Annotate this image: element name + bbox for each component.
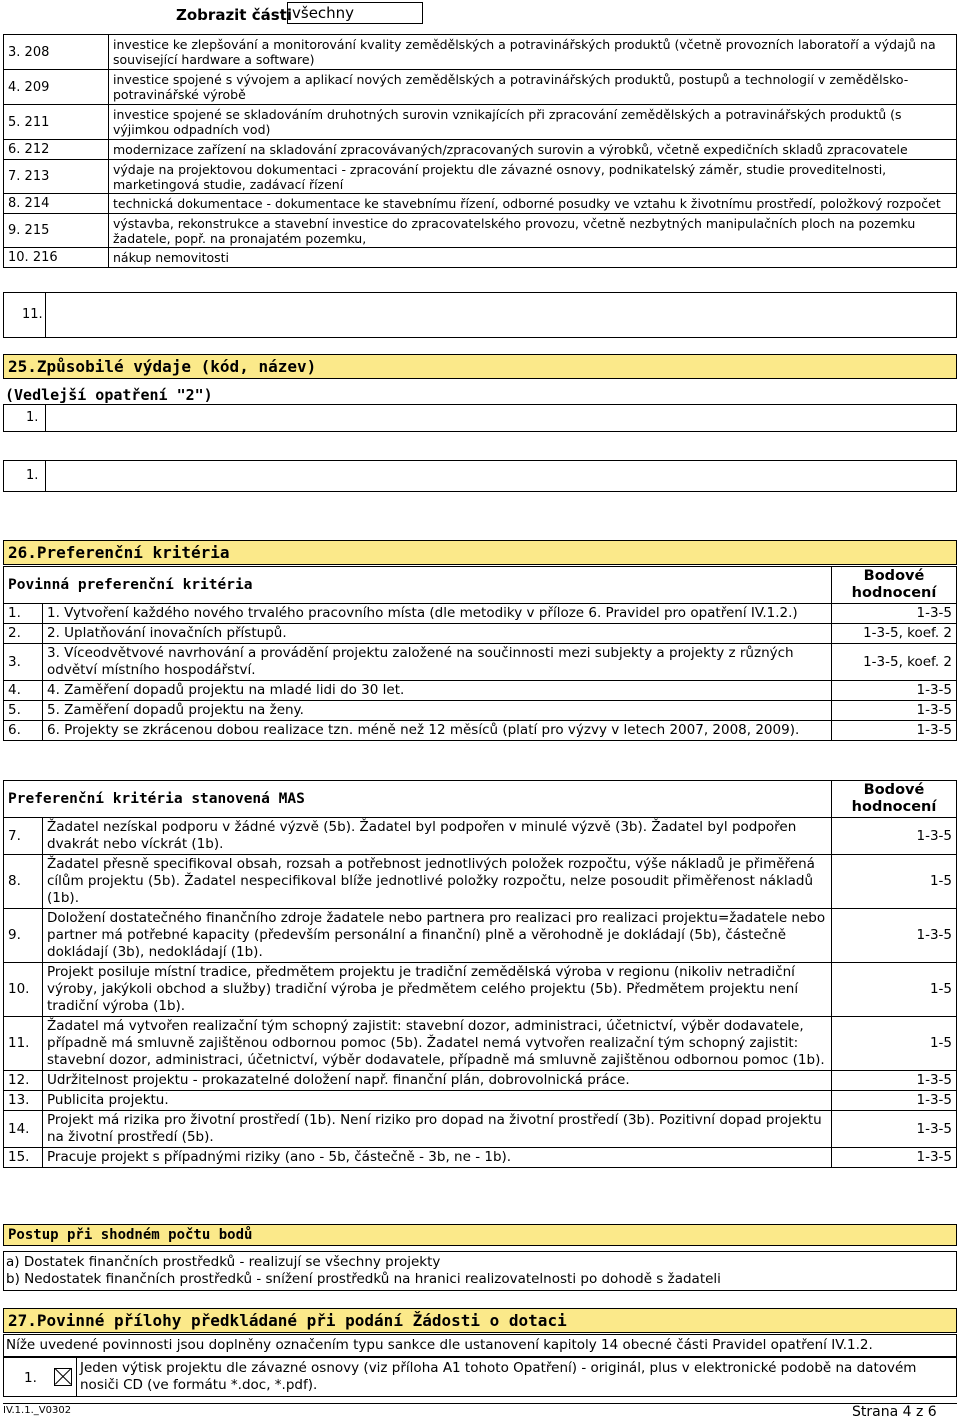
criterion-number: 6. (4, 721, 43, 741)
tie-box (3, 1251, 957, 1291)
expense-index-code: 5. 211 (4, 105, 109, 140)
attachment-row (3, 1357, 957, 1397)
attachment-checkbox-icon[interactable] (54, 1368, 72, 1386)
expense-row (4, 70, 957, 105)
criterion-score: 1-3-5 (832, 701, 957, 721)
criterion-text: Doložení dostatečného finančního zdroje žadatele nebo partnera pro realizaci pro realizaci projektu=žadatele nebo partner má potřebné kapacity (především personální a finanční) plně a věrohodně je dokládají (5b), částečně dokládají (3b), nedokládají (1b). (43, 909, 832, 963)
criterion-score: 1-3-5 (832, 721, 957, 741)
filter-select[interactable]: všechny (287, 2, 423, 24)
mas-criterion-row (4, 963, 957, 1017)
criterion-score: 1-3-5 (832, 604, 957, 624)
tie-option-b: b) Nedostatek finančních prostředků - snížení prostředků na hranici realizovatelnosti po dohodě s žadateli (6, 1271, 721, 1287)
expense-description: výstavba, rekonstrukce a stavební investice do zpracovatelského provozu, včetně nezbytných manipulačních ploch na pozemku žadatele, popř. na pronajatém pozemku, (109, 214, 957, 248)
criterion-number: 3. (4, 644, 43, 681)
footer-doc-code: IV.1.1._V0302 (3, 1405, 72, 1416)
mas-criterion-row (4, 909, 957, 963)
section-27-title: 27.Povinné přílohy předkládané při podání Žádosti o dotaci (3, 1308, 957, 1333)
expense-row (4, 214, 957, 248)
mas-criteria-table (3, 780, 957, 1168)
expense-row (4, 140, 957, 160)
eligible-expenses-table (3, 34, 957, 268)
criterion-text: Udržitelnost projektu - prokazatelné doložení např. finanční plán, dobrovolnická práce. (43, 1071, 832, 1091)
tie-title: Postup při shodném počtu bodů (3, 1224, 957, 1246)
criterion-number: 4. (4, 681, 43, 701)
criterion-text: 6. Projekty se zkrácenou dobou realizace tzn. méně než 12 měsíců (platí pro výzvy v letech 2007, 2008, 2009). (43, 721, 832, 741)
score-header: Bodové hodnocení (832, 567, 957, 604)
criterion-number: 12. (4, 1071, 43, 1091)
criterion-number: 2. (4, 624, 43, 644)
score-header: Bodové hodnocení (832, 781, 957, 818)
expense-row (4, 248, 957, 268)
criterion-score: 1-3-5, koef. 2 (832, 624, 957, 644)
section-26-title: 26.Preferenční kritéria (3, 540, 957, 565)
expense-row (4, 105, 957, 140)
expense-row (4, 160, 957, 194)
criterion-score: 1-5 (832, 855, 957, 909)
criterion-score: 1-5 (832, 963, 957, 1017)
criterion-text: Publicita projektu. (43, 1091, 832, 1111)
mas-criterion-row (4, 1071, 957, 1091)
mandatory-criterion-row (4, 681, 957, 701)
criterion-number: 9. (4, 909, 43, 963)
criterion-text: Projekt posiluje místní tradice, předmětem projektu je tradiční zemědělská výroba v regionu (nikoliv netradiční výroby, jakýkoli obchod a služby) tradiční výroba je předmětem celého projektu (5b). Předmětem projektu není tradiční výroba (1b). (43, 963, 832, 1017)
criterion-text: 2. Uplatňování inovačních přístupů. (43, 624, 832, 644)
section-25-subtitle: (Vedlejší opatření "2") (5, 386, 213, 404)
mas-criterion-row (4, 818, 957, 855)
footer-page-number: Strana 4 z 6 (852, 1404, 937, 1420)
mas-criterion-row (4, 1111, 957, 1148)
filter-label: Zobrazit části (176, 6, 292, 24)
criterion-score: 1-5 (832, 1017, 957, 1071)
expense-index-code: 3. 208 (4, 35, 109, 70)
expense-index-code: 9. 215 (4, 214, 109, 248)
criterion-score: 1-3-5, koef. 2 (832, 644, 957, 681)
s25-row-b: 1. (3, 460, 957, 492)
mandatory-criterion-row (4, 701, 957, 721)
criterion-number: 13. (4, 1091, 43, 1111)
expense-index-code: 7. 213 (4, 160, 109, 194)
tie-option-a: a) Dostatek finančních prostředků - realizují se všechny projekty (6, 1254, 441, 1270)
criterion-score: 1-3-5 (832, 818, 957, 855)
criterion-number: 1. (4, 604, 43, 624)
criterion-text: Žadatel přesně specifikoval obsah, rozsah a potřebnost jednotlivých položek rozpočtu, výše nákladů je přiměřená cílům projektu (5b). Žadatel nespecifikoval blíže jednotlivé položky rozpočtu, nelze posoudit přiměřenost nákladů (1b). (43, 855, 832, 909)
expense-index-code: 10. 216 (4, 248, 109, 268)
criterion-score: 1-3-5 (832, 909, 957, 963)
mandatory-criterion-row (4, 604, 957, 624)
mandatory-header-row (4, 567, 957, 604)
criterion-text: 5. Zaměření dopadů projektu na ženy. (43, 701, 832, 721)
s27-note: Níže uvedené povinnosti jsou doplněny označením typu sankce dle ustanovení kapitoly 14 obecné části Pravidel opatření IV.1.2. (3, 1334, 957, 1357)
s25-row-a: 1. (3, 404, 957, 432)
criterion-score: 1-3-5 (832, 1071, 957, 1091)
criterion-number: 7. (4, 818, 43, 855)
criterion-number: 15. (4, 1148, 43, 1168)
criterion-text: 1. Vytvoření každého nového trvalého pracovního místa (dle metodiky v příloze 6. Pravidel pro opatření IV.1.2.) (43, 604, 832, 624)
expense-description: investice ke zlepšování a monitorování kvality zemědělských a potravinářských produktů (včetně provozních laboratoří a výdajů na související hardware a software) (109, 35, 957, 70)
mandatory-criterion-row (4, 644, 957, 681)
expense-description: výdaje na projektovou dokumentaci - zpracování projektu dle závazné osnovy, podnikatelský záměr, studie proveditelnosti, marketingová studie, zadávací řízení (109, 160, 957, 194)
attachment-number: 1. (24, 1370, 37, 1386)
expense-row (4, 194, 957, 214)
criterion-number: 11. (4, 1017, 43, 1071)
row-11-box (3, 292, 957, 338)
criterion-score: 1-3-5 (832, 1148, 957, 1168)
expense-description: modernizace zařízení na skladování zpracovávaných/zpracovaných surovin a výrobků, včetně expedičních skladů zpracovatele (109, 140, 957, 160)
expense-row (4, 35, 957, 70)
criterion-number: 8. (4, 855, 43, 909)
section-25-title: 25.Způsobilé výdaje (kód, název) (3, 354, 957, 379)
expense-index-code: 6. 212 (4, 140, 109, 160)
criterion-score: 1-3-5 (832, 681, 957, 701)
criterion-text: Žadatel nezískal podporu v žádné výzvě (5b). Žadatel byl podpořen v minulé výzvě (3b). Žadatel byl podpořen dvakrát nebo víckrát (1b). (43, 818, 832, 855)
expense-description: nákup nemovitosti (109, 248, 957, 268)
criterion-text: 3. Víceodvětvové navrhování a provádění projektu založené na součinnosti mezi subjekty a projekty z různých odvětví místního hospodářství. (43, 644, 832, 681)
criterion-score: 1-3-5 (832, 1111, 957, 1148)
expense-description: investice spojené se skladováním druhotných surovin vznikajících při zpracování zemědělských a potravinářských produktů (s výjimkou odpadních vod) (109, 105, 957, 140)
mandatory-criterion-row (4, 721, 957, 741)
expense-index-code: 4. 209 (4, 70, 109, 105)
criterion-number: 10. (4, 963, 43, 1017)
attachment-text: Jeden výtisk projektu dle závazné osnovy (viz příloha A1 tohoto Opatření) - originál, plus v elektronické podobě na datovém nosiči CD (ve formátu *.doc, *.pdf). (80, 1360, 917, 1393)
expense-description: investice spojené s vývojem a aplikací nových zemědělských a potravinářských produktů, postupů a technologií v zemědělsko-potravinářské výrobě (109, 70, 957, 105)
criterion-text: Pracuje projekt s případnými riziky (ano - 5b, částečně - 3b, ne - 1b). (43, 1148, 832, 1168)
criterion-score: 1-3-5 (832, 1091, 957, 1111)
expense-description: technická dokumentace - dokumentace ke stavebnímu řízení, odborné posudky ve vztahu k životnímu prostředí, položkový rozpočet (109, 194, 957, 214)
criterion-number: 14. (4, 1111, 43, 1148)
mandatory-title: Povinná preferenční kritéria (4, 567, 832, 604)
mas-criterion-row (4, 1017, 957, 1071)
criterion-text: Žadatel má vytvořen realizační tým schopný zajistit: stavební dozor, administraci, účetnictví, výběr dodavatele, případně má smluvně zajištěnou odbornou pomoc (5b). Žadatel nemá vytvořen realizační tým schopný zajistit: stavební dozor, administraci, účetnictví, výběr dodavatele, případně má smluvně zajištěnou odbornou pomoc (1b). (43, 1017, 832, 1071)
row-11-number: 11. (4, 293, 46, 337)
criterion-number: 5. (4, 701, 43, 721)
mas-criterion-row (4, 1148, 957, 1168)
mas-criterion-row (4, 1091, 957, 1111)
mas-title: Preferenční kritéria stanovená MAS (4, 781, 832, 818)
criterion-text: 4. Zaměření dopadů projektu na mladé lidi do 30 let. (43, 681, 832, 701)
expense-index-code: 8. 214 (4, 194, 109, 214)
criterion-text: Projekt má rizika pro životní prostředí (1b). Není riziko pro dopad na životní prostředí (3b). Pozitivní dopad projektu na životní prostředí (5b). (43, 1111, 832, 1148)
mas-header-row (4, 781, 957, 818)
mas-criterion-row (4, 855, 957, 909)
mandatory-criterion-row (4, 624, 957, 644)
mandatory-criteria-table (3, 566, 957, 741)
